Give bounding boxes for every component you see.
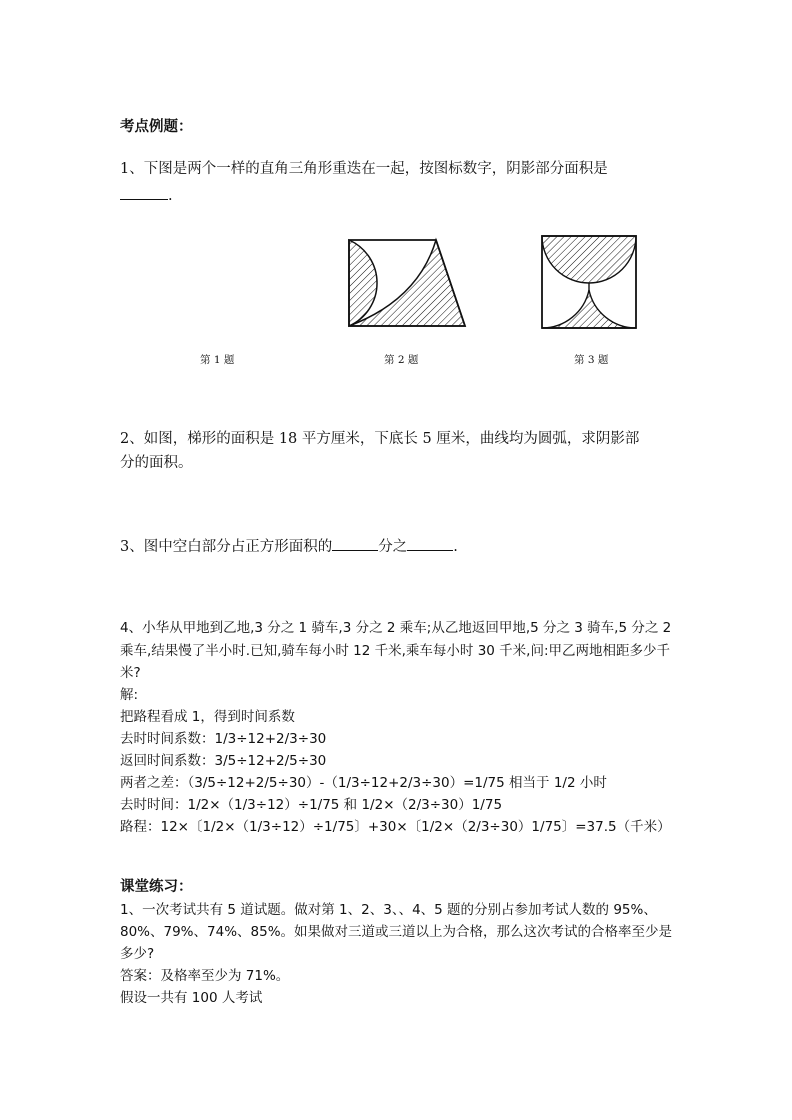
question-3-text	[120, 536, 458, 555]
question-4-line-2: 乘车,结果慢了半小时.已知,骑车每小时 12 千米,乘车每小时 30 千米,问:甲乙两地相距多少千	[120, 643, 671, 659]
caption-figure-2: 第 2 题	[384, 354, 419, 366]
answer-blank	[120, 185, 168, 200]
question-3-middle: 分之	[378, 539, 408, 555]
solution-line: 把路程看成 1，得到时间系数	[120, 709, 295, 725]
question-4-line-3: 米?	[120, 665, 141, 681]
answer-blank	[407, 536, 453, 551]
question-3-period: .	[453, 539, 458, 555]
question-4-line-1: 4、小华从甲地到乙地,3 分之 1 骑车,3 分之 2 乘车;从乙地返回甲地,5 分之 3 骑车,5 分之 2	[120, 620, 672, 636]
figure-2-trapezoid	[340, 232, 470, 332]
caption-figure-3: 第 3 题	[574, 354, 609, 366]
question-1-answer-line	[120, 185, 173, 204]
question-1-text: 1、下图是两个一样的直角三角形重迭在一起，按图标数字，阴影部分面积是	[120, 161, 608, 177]
solution-line: 去时时间：1/2×（1/3÷12）÷1/75 和 1/2×（2/3÷30）1/75	[120, 797, 503, 813]
practice-1-line-1: 1、一次考试共有 5 道试题。做对第 1、2、3、、4、5 题的分别占参加考试人数的 95%、	[120, 902, 657, 918]
figure-3-square	[540, 232, 640, 332]
question-2-line-1: 2、如图，梯形的面积是 18 平方厘米，下底长 5 厘米，曲线均为圆弧，求阴影部	[120, 431, 640, 447]
section-heading-examples: 考点例题：	[120, 118, 193, 135]
practice-1-line-2: 80%、79%、74%、85%。如果做对三道或三道以上为合格，那么这次考试的合格率至少是	[120, 924, 673, 940]
solution-line: 返回时间系数：3/5÷12+2/5÷30	[120, 753, 327, 769]
question-1-period: .	[168, 188, 173, 204]
question-2-line-2: 分的面积。	[120, 455, 193, 471]
solution-line: 路程：12×〔1/2×（1/3÷12）÷1/75〕+30×〔1/2×（2/3÷30）1/75〕=37.5（千米）	[120, 819, 671, 835]
question-3-before: 3、图中空白部分占正方形面积的	[120, 539, 333, 555]
caption-figure-1: 第 1 题	[200, 354, 235, 366]
solution-line: 去时时间系数：1/3÷12+2/3÷30	[120, 731, 327, 747]
practice-1-answer: 答案：及格率至少为 71%。	[120, 968, 290, 984]
practice-1-line-3: 多少?	[120, 946, 155, 962]
practice-1-assumption: 假设一共有 100 人考试	[120, 990, 263, 1006]
solution-label: 解:	[120, 687, 139, 703]
solution-line: 两者之差：（3/5÷12+2/5÷30）-（1/3÷12+2/3÷30）=1/75 相当于 1/2 小时	[120, 775, 607, 791]
answer-blank	[332, 536, 378, 551]
section-heading-practice: 课堂练习：	[120, 878, 193, 895]
